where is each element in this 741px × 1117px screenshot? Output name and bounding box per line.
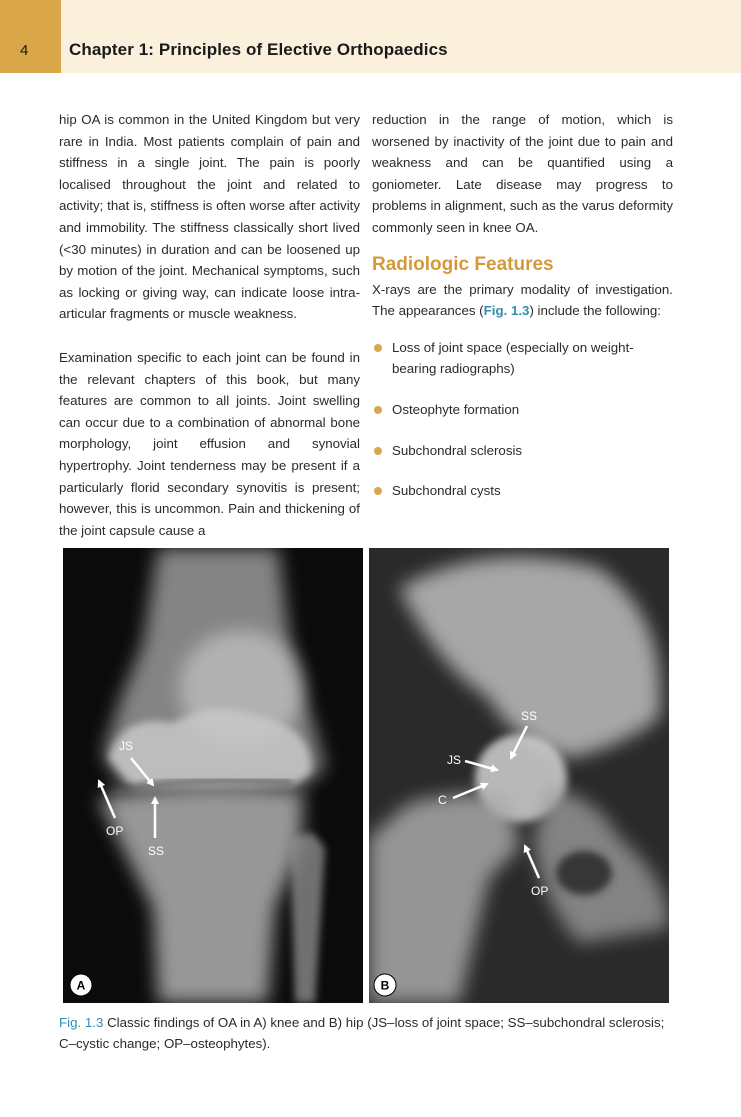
header-tab — [0, 0, 61, 73]
bullet-dot-icon — [374, 406, 382, 414]
chapter-title: Chapter 1: Principles of Elective Orthopaedics — [69, 40, 448, 59]
js-label: JS — [119, 739, 134, 753]
knee-xray-panel — [63, 548, 363, 1003]
intro-paragraph — [372, 279, 673, 322]
figure-label: Fig. 1.3 — [59, 1015, 104, 1030]
body-paragraph: hip OA is common in the United Kingdom but very rare in India. Most patients complain of pain and stiffness in a single joint. The pain is poorly localised throughout the joint and related to activity; that is, stiffness is often worse after activity and immobility. The stiffness classically short lived (<30 minutes) in duration and can be loosened up by motion of the joint. Mechanical symptoms, such as locking or giving way, can indicate loose intra-articular fragments or muscle weakness. — [59, 112, 360, 322]
bullet-dot-icon — [374, 487, 382, 495]
findings-list — [372, 337, 673, 502]
panel-letter: A — [76, 978, 86, 993]
list-item — [372, 337, 673, 380]
header-band — [0, 0, 741, 73]
left-column — [59, 109, 360, 541]
list-item-text: Loss of joint space (especially on weight-bearing radiographs) — [392, 339, 634, 377]
obturator-foramen — [556, 851, 612, 895]
bullet-dot-icon — [374, 344, 382, 352]
caption-text: Classic findings of OA in A) knee and B) hip (JS–loss of joint space; SS–subchondral sclerosis; C–cystic change; OP–osteophytes). — [59, 1015, 665, 1051]
op-label: OP — [106, 824, 124, 838]
op-label: OP — [531, 884, 549, 898]
body-paragraph: reduction in the range of motion, which is worsened by inactivity of the joint due to pain and weakness and can be quantified using a goniometer. Late disease may progress to problems in alignment, such as the varus deformity commonly seen in knee OA. — [372, 112, 673, 235]
list-item — [372, 399, 673, 421]
intro-text: ) include the following: — [529, 303, 662, 319]
panel-letter: B — [380, 978, 390, 993]
js-label: JS — [447, 753, 462, 767]
c-label: C — [438, 793, 447, 807]
list-item — [372, 440, 673, 462]
figure-reference-link[interactable]: Fig. 1.3 — [483, 303, 530, 319]
intro-text: X-rays are the primary modality of investigation. The appearances ( — [372, 281, 673, 319]
list-item-text: Osteophyte formation — [392, 401, 520, 417]
ss-label: SS — [521, 709, 538, 723]
list-item-text: Subchondral sclerosis — [392, 442, 523, 458]
page-number: 4 — [20, 42, 29, 59]
hip-xray-panel — [369, 548, 669, 1003]
section-heading: Radiologic Features — [372, 253, 554, 275]
right-column — [372, 109, 673, 521]
figure-caption — [59, 1012, 671, 1054]
body-paragraph: Examination specific to each joint can be found in the relevant chapters of this book, but many features are common to all joints. Joint swelling can occur due to a combination of abnormal bone morphology, joint effusion and synovial hypertrophy. Joint tenderness may be present if a particularly florid secondary synovitis is present; however, this is uncommon. Pain and thickening of the joint capsule cause a — [59, 349, 360, 538]
bullet-dot-icon — [374, 447, 382, 455]
ss-label: SS — [148, 844, 165, 858]
list-item — [372, 480, 673, 502]
list-item-text: Subchondral cysts — [392, 483, 501, 499]
